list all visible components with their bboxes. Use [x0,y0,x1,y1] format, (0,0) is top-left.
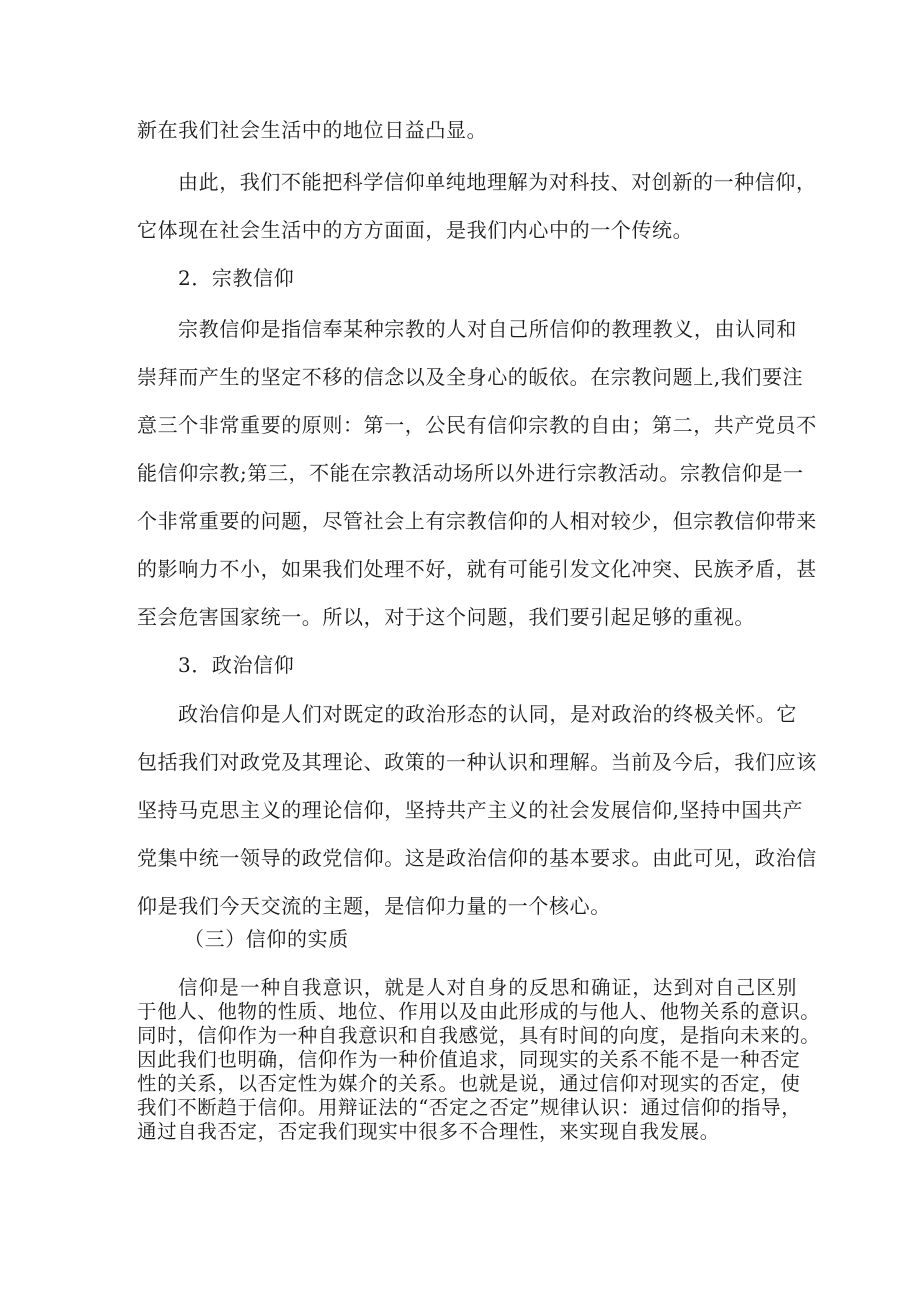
paragraph-line: 能信仰宗教;第三，不能在宗教活动场所以外进行宗教活动。宗教信仰是一 [137,461,804,485]
paragraph-line: 包括我们对政党及其理论、政策的一种认识和理解。当前及今后，我们应该 [137,750,817,774]
paragraph-line: 崇拜而产生的坚定不移的信念以及全身心的皈依。在宗教问题上,我们要注 [137,365,804,389]
paragraph-line: 通过自我否定，否定我们现实中很多不合理性，来实现自我发展。 [137,1120,720,1143]
paragraph-line: 它体现在社会生活中的方方面面，是我们内心中的一个传统。 [137,218,694,242]
paragraph-line: 于他人、他物的性质、地位、作用以及由此形成的与他人、他物关系的意识。 [137,1000,821,1023]
paragraph-line: 新在我们社会生活中的地位日益凸显。 [137,118,488,142]
paragraph-line: 坚持马克思主义的理论信仰，坚持共产主义的社会发展信仰,坚持中国共产 [137,798,804,822]
paragraph-line: 意三个非常重要的原则：第一，公民有信仰宗教的自由；第二，共产党员不 [137,413,817,437]
paragraph-line: 同时，信仰作为一种自我意识和自我感觉，具有时间的向度，是指向未来的。 [137,1024,821,1047]
paragraph-line: 仰是我们今天交流的主题，是信仰力量的一个核心。 [137,894,611,918]
paragraph-line: 个非常重要的问题，尽管社会上有宗教信仰的人相对较少，但宗教信仰带来 [137,509,817,533]
paragraph-line: 的影响力不小，如果我们处理不好，就有可能引发文化冲突、民族矛盾，甚 [137,557,817,581]
paragraph-line: 至会危害国家统一。所以，对于这个问题，我们要引起足够的重视。 [137,605,755,629]
paragraph-line: 性的关系，以否定性为媒介的关系。也就是说，通过信仰对现实的否定，使 [137,1072,801,1095]
section-heading: 2．宗教信仰 [178,266,295,290]
subsection-heading: （三）信仰的实质 [184,927,349,951]
paragraph-line: 我们不断趋于信仰。用辩证法的“否定之否定”规律认识：通过信仰的指导， [137,1096,802,1119]
paragraph-line: 宗教信仰是指信奉某种宗教的人对自己所信仰的教理教义，由认同和 [178,317,797,341]
paragraph-line: 因此我们也明确，信仰作为一种价值追求，同现实的关系不能不是一种否定 [137,1048,801,1071]
paragraph-line: 政治信仰是人们对既定的政治形态的认同，是对政治的终极关怀。它 [178,702,797,726]
paragraph-line: 由此，我们不能把科学信仰单纯地理解为对科技、对创新的一种信仰， [178,170,817,194]
paragraph-line: 党集中统一领导的政党信仰。这是政治信仰的基本要求。由此可见，政治信 [137,846,817,870]
section-heading: 3．政治信仰 [178,653,295,677]
paragraph-line: 信仰是一种自我意识，就是人对自身的反思和确证，达到对自己区别 [178,976,797,999]
